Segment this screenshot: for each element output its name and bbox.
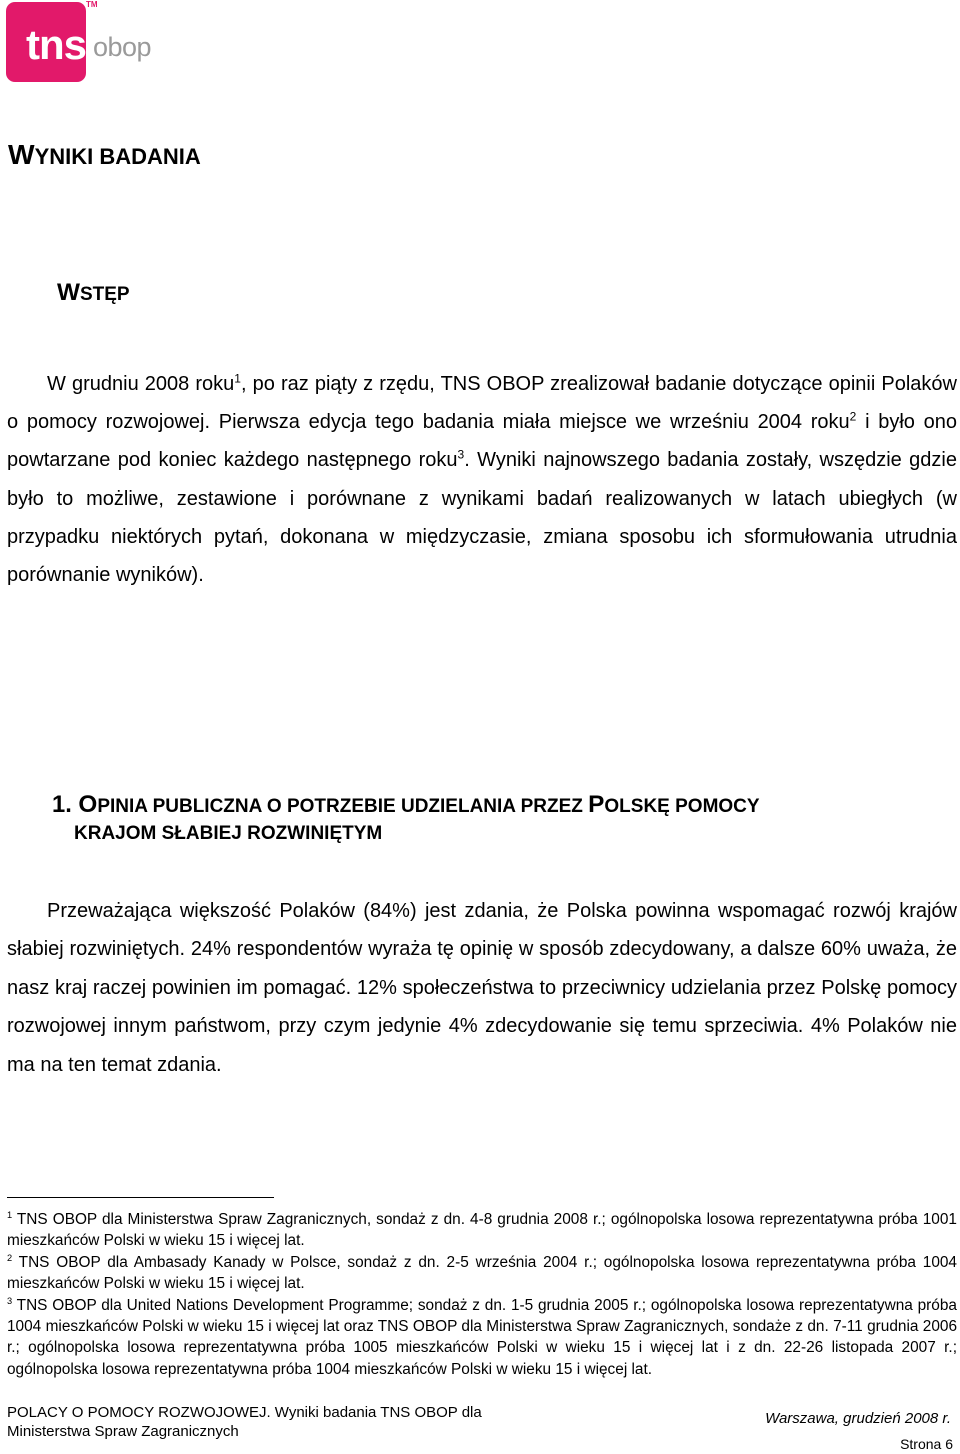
intro-text-1: W grudniu 2008 roku xyxy=(47,373,235,395)
section-heading-part-1: PINIA PUBLICZNA O POTRZEBIE UDZIELANIA PRZEZ xyxy=(97,796,589,817)
footnote-text: TNS OBOP dla Ministerstwa Spraw Zagranicznych, sondaż z dn. 4-8 grudnia 2008 r.; ogólnopolska losowa reprezentatywna próba 1001 mieszkańców Polski w wieku 15 i więcej lat. xyxy=(7,1211,957,1250)
intro-heading-initial: W xyxy=(57,279,80,306)
heading-initial: W xyxy=(8,139,35,170)
intro-text-3: i było ono powtarzane pod koniec każdego następnego roku xyxy=(7,411,957,472)
page-number: Strona 6 xyxy=(900,1436,953,1452)
section-heading-cap-2: P xyxy=(588,791,605,818)
footnote-3 xyxy=(7,1295,957,1381)
footnote-separator xyxy=(7,1197,274,1198)
heading-rest: YNIKI BADANIA xyxy=(34,144,201,169)
tns-logo-mark xyxy=(6,2,86,82)
intro-paragraph xyxy=(7,365,957,594)
footnote-number: 3 xyxy=(7,1295,13,1306)
section-heading-part-2: OLSKĘ POMOCY xyxy=(604,796,760,817)
footnote-ref-3: 3 xyxy=(457,447,465,462)
section-number: 1. xyxy=(52,791,79,818)
page-heading xyxy=(8,138,201,172)
logo-tns-text: tns xyxy=(26,21,86,68)
footnote-number: 1 xyxy=(7,1209,13,1220)
footnote-ref-2: 2 xyxy=(849,409,857,424)
footnote-number: 2 xyxy=(7,1252,13,1263)
logo-trademark: TM xyxy=(86,0,98,9)
section-heading-line-2: KRAJOM SŁABIEJ ROZWINIĘTYM xyxy=(74,822,383,844)
intro-text-2: , po raz piąty z rzędu, TNS OBOP zrealizował badanie dotyczące opinii Polaków o pomocy rozwojowej. Pierwsza edycja tego badania miała miejsce we wrześniu 2004 roku xyxy=(7,373,958,434)
footer-line-1: POLACY O POMOCY ROZWOJOWEJ. Wyniki badania TNS OBOP dla xyxy=(7,1404,482,1421)
section-heading xyxy=(52,790,760,845)
section-paragraph xyxy=(7,892,957,1084)
section-paragraph-text: Przeważająca większość Polaków (84%) jest zdania, że Polska powinna wspomagać rozwój krajów słabiej rozwiniętych. 24% respondentów wyraża tę opinię w sposób zdecydowany, a dalsze 60% uważa, że nasz kraj raczej powinien im pomagać. 12% społeczeństwa to przeciwnicy udzielania przez Polskę pomocy rozwojowej innym państwom, przy czym jedynie 4% zdecydowanie się temu sprzeciwia. 4% Polaków nie ma na ten temat zdania. xyxy=(7,900,957,1076)
footnote-text: TNS OBOP dla Ambasady Kanady w Polsce, sondaż z dn. 2-5 września 2004 r.; ogólnopolska losowa reprezentatywna próba 1004 mieszkańców Polski w wieku 15 i więcej lat. xyxy=(7,1253,957,1293)
logo-obop-text: obop xyxy=(93,32,152,62)
footer-report-title xyxy=(7,1404,482,1441)
intro-heading-rest: STĘP xyxy=(79,284,130,305)
intro-heading xyxy=(57,278,130,307)
intro-text-4: . Wyniki najnowszego badania zostały, wszędzie gdzie było to możliwe, zestawione i porównane z wynikami badań realizowanych w latach ubiegłych (w przypadku niektórych pytań, dokonana w międzyczasie, zmiana sposobu ich sformułowania utrudnia porównanie wyników). xyxy=(7,449,957,587)
section-heading-cap-1: O xyxy=(78,791,98,818)
footnote-1 xyxy=(7,1209,957,1252)
footnote-2 xyxy=(7,1252,957,1295)
footnotes xyxy=(7,1209,957,1380)
footer-line-2: Ministerstwa Spraw Zagranicznych xyxy=(7,1422,239,1440)
footnote-ref-1: 1 xyxy=(234,371,241,386)
footer-date: Warszawa, grudzień 2008 r. xyxy=(765,1410,951,1427)
footnote-text: TNS OBOP dla United Nations Development Programme; sondaż z dn. 1-5 grudnia 2005 r.; ogólnopolska losowa reprezentatywna próba 1004 mieszkańców Polski w wieku 15 i więcej lat oraz TNS OBOP dla Ministerstwa Spraw Zagranicznych, sondaże z dn. 7-11 grudnia 2006 r.; ogólnopolska losowa reprezentatywna próba 1005 mieszkańców Polski w wieku 15 i więcej lat i z dn. 22-26 listopada 2007 r.; ogólnopolska losowa reprezentatywna próba 1004 mieszkańców Polski w wieku 15 i więcej lat. xyxy=(7,1296,957,1378)
